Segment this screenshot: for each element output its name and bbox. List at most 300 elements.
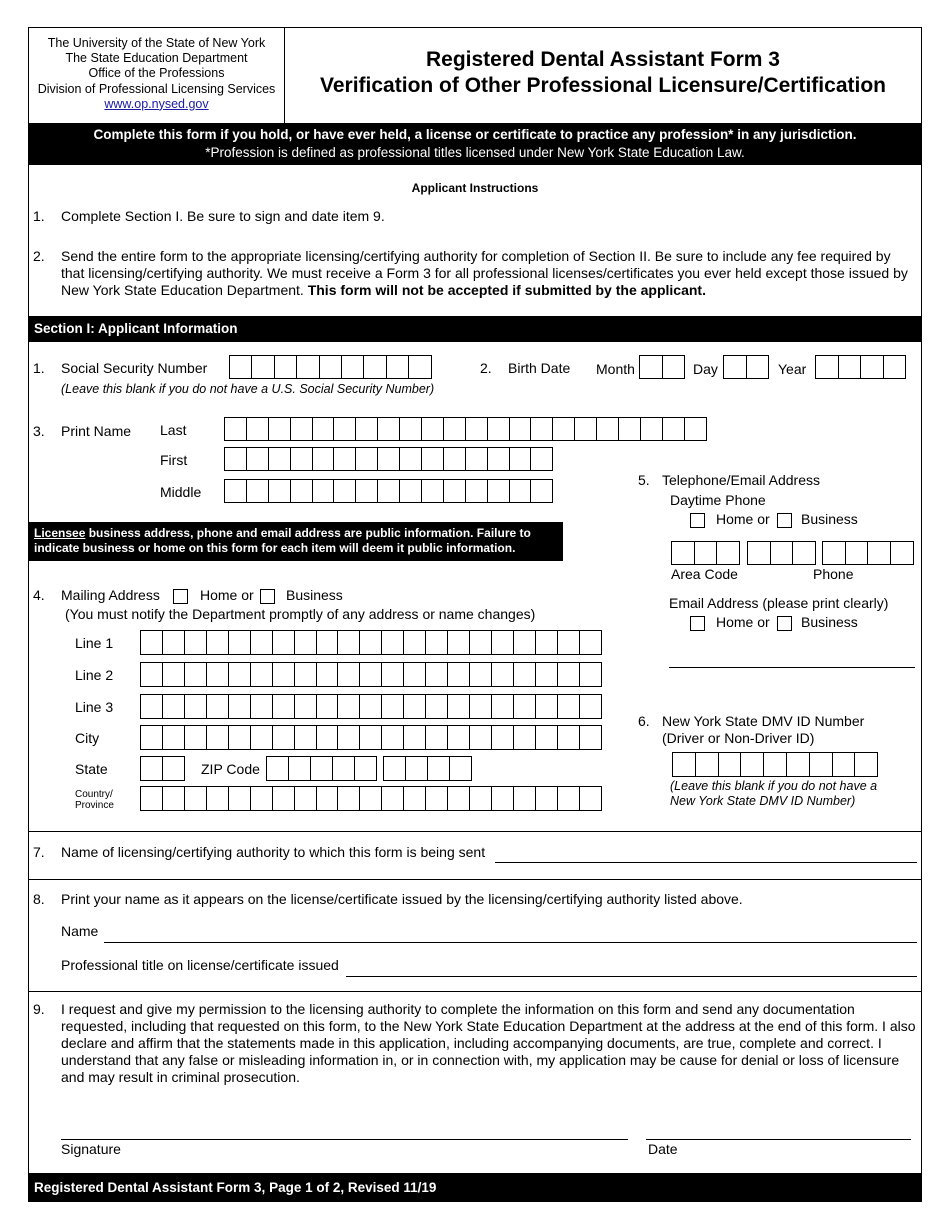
last-name-label: Last — [160, 422, 187, 438]
ssn-input[interactable] — [229, 355, 432, 379]
char-box[interactable] — [334, 417, 356, 441]
char-box[interactable] — [251, 725, 273, 750]
char-box[interactable] — [289, 756, 311, 781]
month-label: Month — [596, 361, 635, 377]
professional-title-label: Professional title on license/certificate issued — [61, 957, 339, 973]
birth-day-input[interactable] — [723, 355, 769, 379]
char-box[interactable] — [317, 694, 339, 719]
business-label: Business — [801, 614, 858, 630]
item-number: 1. — [33, 360, 45, 376]
instructions-heading: Applicant Instructions — [411, 181, 539, 195]
char-box[interactable] — [558, 694, 580, 719]
section-1-heading: Section I: Applicant Information — [28, 316, 922, 342]
char-box[interactable] — [356, 479, 378, 503]
char-box[interactable] — [404, 630, 426, 655]
char-box[interactable] — [426, 725, 448, 750]
char-box[interactable] — [510, 479, 532, 503]
char-box[interactable] — [163, 630, 185, 655]
char-box[interactable] — [673, 752, 696, 777]
page-title — [285, 47, 921, 99]
char-box[interactable] — [717, 541, 740, 565]
char-box[interactable] — [273, 725, 295, 750]
char-box[interactable] — [384, 756, 406, 781]
phone-home-checkbox[interactable] — [690, 513, 705, 528]
char-box[interactable] — [846, 541, 869, 565]
zip-label: ZIP Code — [201, 761, 260, 777]
char-box[interactable] — [695, 541, 718, 565]
phone-business-checkbox[interactable] — [777, 513, 792, 528]
business-label: Business — [801, 511, 858, 527]
char-box[interactable] — [163, 725, 185, 750]
char-box[interactable] — [696, 752, 719, 777]
char-box[interactable] — [536, 694, 558, 719]
email-business-checkbox[interactable] — [777, 616, 792, 631]
divider — [28, 879, 922, 880]
mailing-address-label: Mailing Address — [61, 587, 160, 603]
birth-month-input[interactable] — [639, 355, 685, 379]
line2-label: Line 2 — [75, 667, 114, 683]
char-box[interactable] — [291, 417, 313, 441]
item-number: 3. — [33, 423, 45, 439]
char-box[interactable] — [185, 694, 207, 719]
phone-label: Phone — [813, 566, 854, 582]
state-input[interactable] — [140, 756, 185, 781]
char-box[interactable] — [558, 662, 580, 687]
char-box[interactable] — [295, 630, 317, 655]
char-box[interactable] — [317, 725, 339, 750]
char-box[interactable] — [741, 752, 764, 777]
char-box[interactable] — [428, 756, 450, 781]
agency-block — [29, 36, 284, 112]
char-box[interactable] — [793, 541, 816, 565]
char-box[interactable] — [422, 479, 444, 503]
item-number: 2. — [33, 248, 45, 264]
char-box[interactable] — [448, 786, 470, 811]
country-input[interactable] — [140, 786, 602, 811]
birth-year-input[interactable] — [815, 355, 906, 379]
char-box[interactable] — [823, 541, 846, 565]
char-box[interactable] — [141, 662, 163, 687]
char-box[interactable] — [247, 417, 269, 441]
country-label: Country/ — [75, 789, 113, 800]
banner-line-1: Complete this form if you hold, or have ever held, a license or certificate to practice any profession* in any jurisdiction. — [93, 127, 857, 142]
authority-label: Name of licensing/certifying authority to which this form is being sent — [61, 844, 486, 860]
char-box[interactable] — [470, 662, 492, 687]
char-box[interactable] — [514, 725, 536, 750]
phone-email-label: Telephone/Email Address — [662, 472, 820, 488]
char-box[interactable] — [672, 541, 695, 565]
char-box[interactable] — [470, 694, 492, 719]
char-box[interactable] — [251, 630, 273, 655]
char-box[interactable] — [531, 417, 553, 441]
city-label: City — [75, 730, 100, 746]
char-box[interactable] — [229, 725, 251, 750]
char-box[interactable] — [225, 417, 247, 441]
char-box[interactable] — [356, 417, 378, 441]
char-box[interactable] — [855, 752, 878, 777]
char-box[interactable] — [360, 786, 382, 811]
char-box[interactable] — [580, 786, 602, 811]
char-box[interactable] — [597, 417, 619, 441]
char-box[interactable] — [833, 752, 856, 777]
agency-line: The State Education Department — [65, 51, 248, 66]
char-box[interactable] — [422, 417, 444, 441]
char-box[interactable] — [404, 725, 426, 750]
char-box[interactable] — [338, 662, 360, 687]
char-box[interactable] — [229, 630, 251, 655]
char-box[interactable] — [400, 417, 422, 441]
char-box[interactable] — [207, 786, 229, 811]
char-box[interactable] — [558, 725, 580, 750]
char-box[interactable] — [295, 694, 317, 719]
char-box[interactable] — [404, 786, 426, 811]
char-box[interactable] — [839, 355, 862, 379]
item-number: 4. — [33, 587, 45, 603]
char-box[interactable] — [536, 662, 558, 687]
item-number: 1. — [33, 208, 45, 224]
char-box[interactable] — [536, 725, 558, 750]
char-box[interactable] — [295, 662, 317, 687]
char-box[interactable] — [382, 662, 404, 687]
char-box[interactable] — [426, 630, 448, 655]
char-box[interactable] — [317, 662, 339, 687]
char-box[interactable] — [810, 752, 833, 777]
char-box[interactable] — [580, 662, 602, 687]
char-box[interactable] — [580, 725, 602, 750]
middle-name-label: Middle — [160, 484, 202, 500]
char-box[interactable] — [787, 752, 810, 777]
divider — [28, 991, 922, 992]
char-box[interactable] — [764, 752, 787, 777]
email-home-checkbox[interactable] — [690, 616, 705, 631]
char-box[interactable] — [342, 355, 364, 379]
dmv-note-line1: (Leave this blank if you do not have a — [670, 779, 878, 793]
char-box[interactable] — [141, 630, 163, 655]
char-box[interactable] — [207, 694, 229, 719]
email-input-line[interactable] — [669, 667, 915, 668]
char-box[interactable] — [317, 630, 339, 655]
char-box[interactable] — [141, 725, 163, 750]
agency-line: The University of the State of New York — [47, 36, 266, 50]
char-box[interactable] — [387, 355, 409, 379]
email-label: Email Address (please print clearly) — [669, 595, 889, 611]
char-box[interactable] — [514, 662, 536, 687]
char-box[interactable] — [313, 479, 335, 503]
char-box[interactable] — [247, 479, 269, 503]
address-line3-input[interactable] — [140, 694, 602, 719]
char-box[interactable] — [724, 355, 747, 379]
char-box[interactable] — [378, 417, 400, 441]
char-box[interactable] — [450, 756, 472, 781]
char-box[interactable] — [719, 752, 742, 777]
char-box[interactable] — [360, 725, 382, 750]
banner-line-2: *Profession is defined as professional titles licensed under New York State Education Law. — [205, 145, 745, 160]
char-box[interactable] — [334, 479, 356, 503]
char-box[interactable] — [229, 662, 251, 687]
date-label: Date — [648, 1141, 678, 1157]
agency-line: Office of the Professions — [88, 66, 225, 81]
char-box[interactable] — [251, 694, 273, 719]
char-box[interactable] — [247, 447, 269, 471]
char-box[interactable] — [426, 662, 448, 687]
char-box[interactable] — [207, 630, 229, 655]
char-box[interactable] — [360, 694, 382, 719]
char-box[interactable] — [275, 355, 297, 379]
char-box[interactable] — [291, 447, 313, 471]
ssn-label: Social Security Number — [61, 360, 208, 376]
char-box[interactable] — [360, 662, 382, 687]
char-box[interactable] — [382, 725, 404, 750]
char-box[interactable] — [884, 355, 907, 379]
char-box[interactable] — [488, 417, 510, 441]
char-box[interactable] — [466, 447, 488, 471]
char-box[interactable] — [422, 447, 444, 471]
char-box[interactable] — [470, 725, 492, 750]
char-box[interactable] — [273, 694, 295, 719]
char-box[interactable] — [229, 786, 251, 811]
char-box[interactable] — [273, 630, 295, 655]
char-box[interactable] — [382, 694, 404, 719]
char-box[interactable] — [488, 479, 510, 503]
char-box[interactable] — [251, 662, 273, 687]
phone-line-input[interactable] — [822, 541, 914, 565]
license-name-input-line[interactable] — [104, 942, 917, 943]
birth-date-label: Birth Date — [508, 360, 571, 376]
char-box[interactable] — [355, 756, 377, 781]
char-box[interactable] — [225, 447, 247, 471]
char-box[interactable] — [448, 630, 470, 655]
char-box[interactable] — [141, 694, 163, 719]
line1-label: Line 1 — [75, 635, 114, 651]
dmv-sublabel: (Driver or Non-Driver ID) — [662, 730, 815, 746]
day-label: Day — [693, 361, 718, 377]
char-box[interactable] — [771, 541, 794, 565]
char-box[interactable] — [531, 479, 553, 503]
char-box[interactable] — [185, 786, 207, 811]
char-box[interactable] — [382, 630, 404, 655]
zip-plus4-input[interactable] — [383, 756, 472, 781]
char-box[interactable] — [273, 662, 295, 687]
char-box[interactable] — [400, 447, 422, 471]
home-or-label: Home or — [200, 587, 254, 603]
char-box[interactable] — [891, 541, 914, 565]
char-box[interactable] — [514, 786, 536, 811]
char-box[interactable] — [311, 756, 333, 781]
char-box[interactable] — [356, 447, 378, 471]
char-box[interactable] — [207, 725, 229, 750]
address-line2-input[interactable] — [140, 662, 602, 687]
char-box[interactable] — [553, 417, 575, 441]
char-box[interactable] — [748, 541, 771, 565]
char-box[interactable] — [406, 756, 428, 781]
professional-title-input-line[interactable] — [346, 976, 917, 977]
char-box[interactable] — [580, 630, 602, 655]
char-box[interactable] — [580, 694, 602, 719]
first-name-input[interactable] — [224, 447, 553, 471]
char-box[interactable] — [141, 756, 163, 781]
char-box[interactable] — [470, 786, 492, 811]
char-box[interactable] — [466, 479, 488, 503]
notice-text: business address, phone and email address are public information. Failure to indicate business or home on this form for each item will deem it public information. — [34, 526, 531, 555]
char-box[interactable] — [558, 786, 580, 811]
char-box[interactable] — [364, 355, 386, 379]
char-box[interactable] — [252, 355, 274, 379]
address-line1-input[interactable] — [140, 630, 602, 655]
char-box[interactable] — [514, 694, 536, 719]
char-box[interactable] — [338, 786, 360, 811]
date-line[interactable] — [646, 1139, 911, 1140]
char-box[interactable] — [868, 541, 891, 565]
char-box[interactable] — [448, 694, 470, 719]
char-box[interactable] — [251, 786, 273, 811]
signature-line[interactable] — [61, 1139, 628, 1140]
char-box[interactable] — [444, 479, 466, 503]
item-number: 7. — [33, 844, 45, 860]
char-box[interactable] — [444, 417, 466, 441]
char-box[interactable] — [338, 630, 360, 655]
char-box[interactable] — [685, 417, 707, 441]
char-box[interactable] — [207, 662, 229, 687]
website-link[interactable]: www.op.nysed.gov — [104, 96, 209, 111]
char-box[interactable] — [267, 756, 289, 781]
license-name-label: Name — [61, 923, 99, 939]
notice-licensee: Licensee — [34, 526, 86, 540]
char-box[interactable] — [185, 725, 207, 750]
title-line-1: Registered Dental Assistant Form 3 — [426, 48, 780, 71]
char-box[interactable] — [230, 355, 252, 379]
char-box[interactable] — [409, 355, 431, 379]
char-box[interactable] — [575, 417, 597, 441]
public-info-notice — [28, 522, 563, 561]
char-box[interactable] — [492, 630, 514, 655]
divider — [28, 831, 922, 832]
print-name-label: Print Name — [61, 423, 132, 439]
area-code-input[interactable] — [671, 541, 740, 565]
char-box[interactable] — [400, 479, 422, 503]
dmv-note-line2: New York State DMV ID Number) — [670, 794, 856, 808]
char-box[interactable] — [313, 417, 335, 441]
page-footer: Registered Dental Assistant Form 3, Page 1 of 2, Revised 11/19 — [28, 1173, 922, 1202]
char-box[interactable] — [426, 694, 448, 719]
char-box[interactable] — [295, 725, 317, 750]
char-box[interactable] — [163, 694, 185, 719]
char-box[interactable] — [333, 756, 355, 781]
char-box[interactable] — [360, 630, 382, 655]
char-box[interactable] — [338, 725, 360, 750]
instruction-2-text: Send the entire form to the appropriate licensing/certifying authority for completion of Section II. Be sure to include any fee required by that licensing/certifying authority. We must receive a Form 3 for all professional licenses/certificates you ever held except those issued by New York State Education Department. — [61, 248, 908, 298]
char-box[interactable] — [641, 417, 663, 441]
char-box[interactable] — [448, 725, 470, 750]
daytime-phone-label: Daytime Phone — [670, 492, 766, 508]
year-label: Year — [778, 361, 807, 377]
eligibility-banner — [28, 123, 922, 165]
char-box[interactable] — [531, 447, 553, 471]
item-number: 2. — [480, 360, 492, 376]
char-box[interactable] — [536, 630, 558, 655]
char-box[interactable] — [185, 662, 207, 687]
authority-input-line[interactable] — [495, 862, 917, 863]
char-box[interactable] — [163, 786, 185, 811]
char-box[interactable] — [448, 662, 470, 687]
char-box[interactable] — [492, 662, 514, 687]
phone-prefix-input[interactable] — [747, 541, 816, 565]
char-box[interactable] — [313, 447, 335, 471]
item-number: 8. — [33, 891, 45, 907]
mailing-home-checkbox[interactable] — [173, 589, 188, 604]
char-box[interactable] — [536, 786, 558, 811]
char-box[interactable] — [291, 479, 313, 503]
mailing-note: (You must notify the Department promptly of any address or name changes) — [65, 606, 536, 622]
char-box[interactable] — [338, 694, 360, 719]
char-box[interactable] — [297, 355, 319, 379]
agency-line: Division of Professional Licensing Services — [37, 81, 276, 96]
char-box[interactable] — [640, 355, 663, 379]
char-box[interactable] — [404, 662, 426, 687]
char-box[interactable] — [663, 355, 686, 379]
char-box[interactable] — [320, 355, 342, 379]
state-label: State — [75, 761, 108, 777]
license-name-instruction: Print your name as it appears on the license/certificate issued by the licensing/certifying authority listed above. — [61, 891, 743, 907]
dmv-id-input[interactable] — [672, 752, 878, 777]
char-box[interactable] — [404, 694, 426, 719]
char-box[interactable] — [378, 447, 400, 471]
char-box[interactable] — [163, 756, 185, 781]
char-box[interactable] — [426, 786, 448, 811]
line3-label: Line 3 — [75, 699, 114, 715]
char-box[interactable] — [510, 417, 532, 441]
char-box[interactable] — [510, 447, 532, 471]
mailing-business-checkbox[interactable] — [260, 589, 275, 604]
char-box[interactable] — [663, 417, 685, 441]
home-or-label: Home or — [716, 511, 770, 527]
char-box[interactable] — [816, 355, 839, 379]
char-box[interactable] — [444, 447, 466, 471]
char-box[interactable] — [747, 355, 770, 379]
char-box[interactable] — [141, 786, 163, 811]
char-box[interactable] — [273, 786, 295, 811]
city-input[interactable] — [140, 725, 602, 750]
declaration-text: I request and give my permission to the licensing authority to complete the information on this form and send any documentation requested, including that requested on this form, to the New York State Education Department at the address at the end of this form. I also declare and affirm that the statements made in this application, including accompanying documents, are true, complete and correct. I understand that any false or misleading information in, or in connection with, my application may be cause for denial or loss of licensure and may result in criminal prosecution. — [61, 1001, 916, 1085]
char-box[interactable] — [317, 786, 339, 811]
char-box[interactable] — [492, 694, 514, 719]
char-box[interactable] — [185, 630, 207, 655]
item-number: 9. — [33, 1001, 45, 1017]
char-box[interactable] — [488, 447, 510, 471]
last-name-input[interactable] — [224, 417, 707, 441]
char-box[interactable] — [619, 417, 641, 441]
char-box[interactable] — [295, 786, 317, 811]
char-box[interactable] — [492, 786, 514, 811]
char-box[interactable] — [466, 417, 488, 441]
char-box[interactable] — [269, 479, 291, 503]
char-box[interactable] — [334, 447, 356, 471]
zip-input[interactable] — [266, 756, 377, 781]
char-box[interactable] — [558, 630, 580, 655]
char-box[interactable] — [269, 447, 291, 471]
char-box[interactable] — [378, 479, 400, 503]
item-number: 6. — [638, 713, 650, 729]
char-box[interactable] — [514, 630, 536, 655]
char-box[interactable] — [382, 786, 404, 811]
char-box[interactable] — [225, 479, 247, 503]
char-box[interactable] — [492, 725, 514, 750]
char-box[interactable] — [269, 417, 291, 441]
char-box[interactable] — [470, 630, 492, 655]
char-box[interactable] — [229, 694, 251, 719]
char-box[interactable] — [861, 355, 884, 379]
middle-name-input[interactable] — [224, 479, 553, 503]
char-box[interactable] — [163, 662, 185, 687]
